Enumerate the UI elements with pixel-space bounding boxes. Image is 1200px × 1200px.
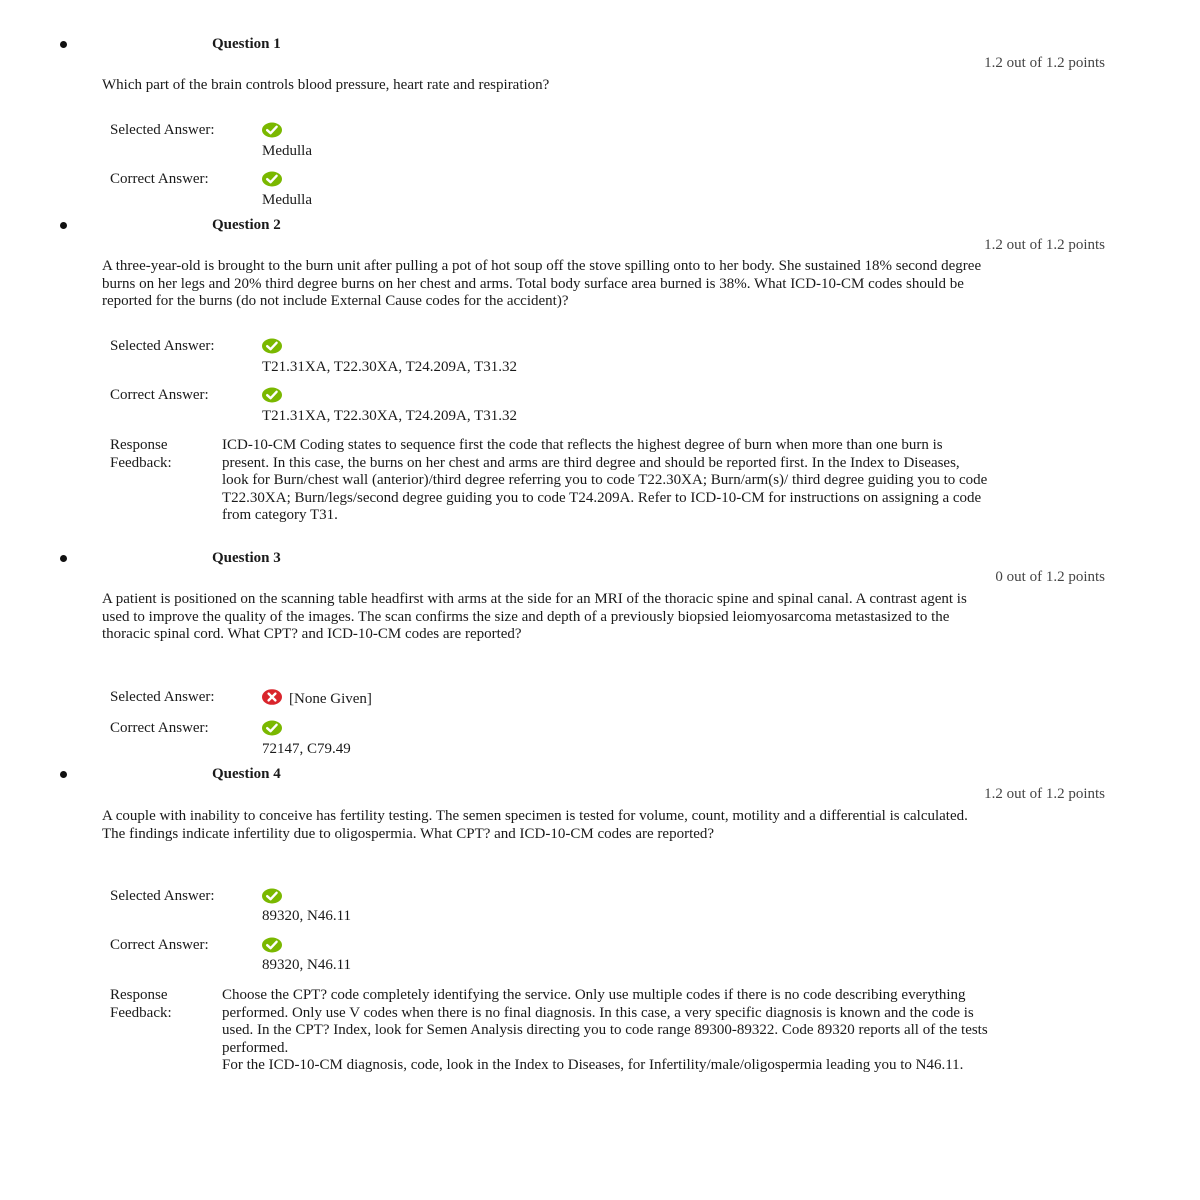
selected-answer-value: T21.31XA, T22.30XA, T24.209A, T31.32 bbox=[262, 359, 517, 375]
correct-answer-value: Medulla bbox=[262, 192, 312, 208]
check-icon bbox=[262, 171, 282, 187]
response-feedback-label: Response Feedback: bbox=[110, 437, 172, 471]
feedback-paragraph: Choose the CPT? code completely identifying the service. Only use multiple codes if there is no code describing everything performed. Only use V codes when there is no final diagnosis. In this case, a very specific diagnosis is known and the code is used. In the CPT? Index, look for Semen Analysis directing you to code range 89300-89322. Code 89320 reports all of the tests performed. bbox=[222, 987, 988, 1056]
correct-answer-value: 89320, N46.11 bbox=[262, 957, 352, 973]
correct-answer-value: 72147, C79.49 bbox=[262, 741, 351, 757]
question-text: Which part of the brain controls blood pressure, heart rate and respiration? bbox=[102, 77, 550, 93]
response-feedback-label: Response Feedback: bbox=[110, 987, 172, 1021]
selected-answer-value: Medulla bbox=[262, 143, 312, 159]
check-icon bbox=[262, 387, 282, 403]
check-icon bbox=[262, 338, 282, 354]
selected-answer-label: Selected Answer: bbox=[110, 689, 215, 705]
bullet-icon bbox=[60, 222, 67, 229]
correct-answer-label: Correct Answer: bbox=[110, 387, 209, 403]
question-title: Question 4 bbox=[212, 766, 281, 782]
correct-answer-label: Correct Answer: bbox=[110, 720, 209, 736]
selected-answer-value: 89320, N46.11 bbox=[262, 908, 352, 924]
bullet-icon bbox=[60, 41, 67, 48]
question-title: Question 2 bbox=[212, 217, 281, 233]
response-feedback-text bbox=[222, 987, 990, 1075]
selected-answer-value: [None Given] bbox=[289, 691, 372, 707]
question-points: 1.2 out of 1.2 points bbox=[984, 786, 1105, 802]
question-points: 0 out of 1.2 points bbox=[995, 569, 1105, 585]
correct-answer-label: Correct Answer: bbox=[110, 937, 209, 953]
bullet-icon bbox=[60, 555, 67, 562]
selected-answer-label: Selected Answer: bbox=[110, 338, 215, 354]
feedback-paragraph: For the ICD-10-CM diagnosis, code, look in the Index to Diseases, for Infertility/male/oligospermia leading you to N46.11. bbox=[222, 1057, 964, 1073]
check-icon bbox=[262, 888, 282, 904]
question-text: A couple with inability to conceive has fertility testing. The semen specimen is tested for volume, count, motility and a differential is calculated. The findings indicate infertility due to oligospermia. What CPT? and ICD-10-CM codes are reported? bbox=[102, 808, 968, 842]
question-title: Question 1 bbox=[212, 36, 281, 52]
question-text: A patient is positioned on the scanning table headfirst with arms at the side for an MRI of the thoracic spine and spinal canal. A contrast agent is used to improve the quality of the images. The scan confirms the size and depth of a previously biopsied leiomyosarcoma metastasized to the thoracic spinal cord. What CPT? and ICD-10-CM codes are reported? bbox=[102, 591, 967, 642]
correct-answer-value: T21.31XA, T22.30XA, T24.209A, T31.32 bbox=[262, 408, 517, 424]
question-points: 1.2 out of 1.2 points bbox=[984, 55, 1105, 71]
selected-answer-label: Selected Answer: bbox=[110, 122, 215, 138]
selected-answer-label: Selected Answer: bbox=[110, 888, 215, 904]
bullet-icon bbox=[60, 771, 67, 778]
question-title: Question 3 bbox=[212, 550, 281, 566]
question-text: A three-year-old is brought to the burn unit after pulling a pot of hot soup off the stove spilling onto to her body. She sustained 18% second degree burns on her legs and 20% third degree burns on her chest and arms. Total body surface area burned is 38%. What ICD-10-CM codes should be reported for the burns (do not include External Cause codes for the accident)? bbox=[102, 258, 982, 309]
correct-answer-label: Correct Answer: bbox=[110, 171, 209, 187]
incorrect-icon bbox=[262, 689, 282, 705]
check-icon bbox=[262, 937, 282, 953]
response-feedback-text: ICD-10-CM Coding states to sequence first the code that reflects the highest degree of burn when more than one burn is present. In this case, the burns on her chest and arms are third degree and should be reported first. In the Index to Diseases, look for Burn/chest wall (anterior)/third degree referring you to code T22.30XA; Burn/arm(s)/ third degree guiding you to code T22.30XA; Burn/legs/second degree guiding you to code T24.209A. Refer to ICD-10-CM for instructions on assigning a code from category T31. bbox=[222, 437, 988, 523]
question-points: 1.2 out of 1.2 points bbox=[984, 237, 1105, 253]
check-icon bbox=[262, 122, 282, 138]
check-icon bbox=[262, 720, 282, 736]
